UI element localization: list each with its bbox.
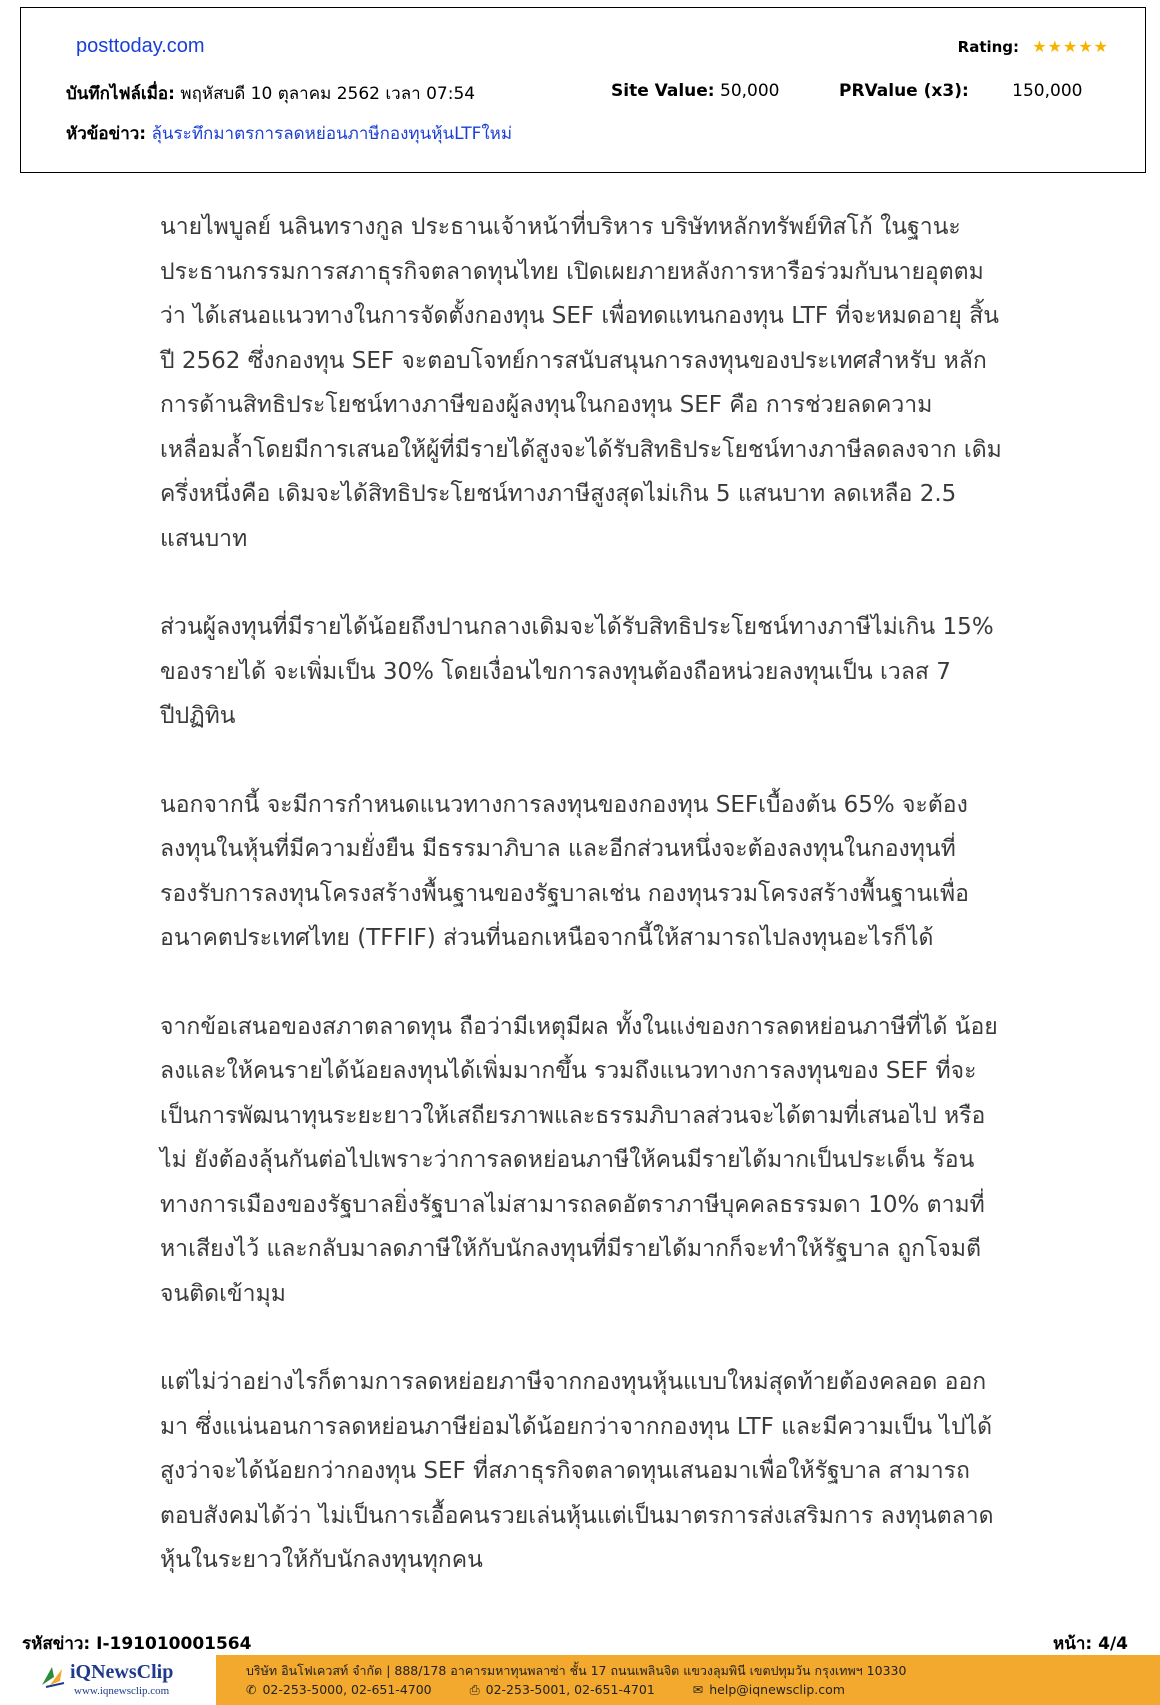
- site-value: [611, 81, 780, 101]
- source-link[interactable]: posttoday.com: [76, 35, 205, 57]
- email-icon: ✉: [692, 1682, 704, 1697]
- company-address: บริษัท อินโฟเควสท์ จำกัด | 888/178 อาคารมหาทุนพลาซ่า ชั้น 17 ถนนเพลินจิต แขวงลุมพินี เขตปทุมวัน กรุงเทพฯ 10330: [246, 1663, 907, 1678]
- saved-label: บันทึกไฟล์เมื่อ:: [66, 84, 175, 104]
- pr-value-number: 150,000: [1012, 81, 1083, 101]
- newsclip-leaf-icon: [40, 1663, 66, 1689]
- phone-icon: ✆: [246, 1682, 257, 1697]
- logo-text: iQNewsClip: [70, 1661, 174, 1683]
- fax-numbers: 02-253-5001, 02-651-4701: [485, 1682, 655, 1697]
- logo-url: www.iqnewsclip.com: [74, 1685, 170, 1697]
- rating: [958, 37, 1109, 56]
- article-paragraph: นอกจากนี้ จะมีการกำหนดแนวทางการลงทุนของกองทุน SEFเบื้องต้น 65% จะต้อง ลงทุนในหุ้นที่มีความยั่งยืน มีธรรมาภิบาล และอีกส่วนหนึ่งจะต้องลงทุนในกองทุนที่ รองรับการลงทุนโครงสร้างพื้นฐานของรัฐบาลเช่น กองทุนรวมโครงสร้างพื้นฐานเพื่อ อนาคตประเทศไทย (TFFIF) ส่วนที่นอกเหนือจากนี้ให้สามารถไปลงทุนอะไรก็ได้: [160, 791, 969, 951]
- clip-header: [20, 7, 1146, 173]
- article-body: [160, 205, 1005, 1627]
- pr-value-label: PRValue (x3):: [839, 81, 969, 101]
- headline-row: [66, 120, 512, 147]
- rating-label: Rating:: [957, 38, 1020, 56]
- phone-numbers: 02-253-5000, 02-651-4700: [262, 1682, 432, 1697]
- article-paragraph: ส่วนผู้ลงทุนที่มีรายได้น้อยถึงปานกลางเดิมจะได้รับสิทธิประโยชน์ทางภาษีไม่เกิน 15% ของรายได้ จะเพิ่มเป็น 30% โดยเงื่อนไขการลงทุนต้องถือหน่วยลงทุนเป็น เวลส 7 ปีปฏิทิน: [160, 614, 994, 729]
- fax-icon: ⎙: [469, 1682, 480, 1697]
- saved-value: พฤหัสบดี 10 ตุลาคม 2562 เวลา 07:54: [180, 84, 476, 104]
- email-address[interactable]: help@iqnewsclip.com: [709, 1682, 845, 1697]
- footer-bar: [0, 1655, 1160, 1705]
- pr-value: [839, 81, 1082, 101]
- page-number: หน้า: 4/4: [1053, 1634, 1128, 1654]
- article-paragraph: จากข้อเสนอของสภาตลาดทุน ถือว่ามีเหตุมีผล ทั้งในแง่ของการลดหย่อนภาษีที่ได้ น้อยลงและให้คนรายได้น้อยลงทุนได้เพิ่มมากขึ้น รวมถึงแนวทางการลงทุนของ SEF ที่จะเป็นการพัฒนาทุนระยะยาวให้เสถียรภาพและธรรมภิบาลส่วนจะได้ตามที่เสนอไป หรือไม่ ยังต้องลุ้นกันต่อไปเพราะว่าการลดหย่อนภาษีให้คนมีรายได้มากเป็นประเด็น ร้อนทางการเมืองของรัฐบาลยิ่งรัฐบาลไม่สามารถลดอัตราภาษีบุคคลธรรมดา 10% ตามที่หาเสียงไว้ และกลับมาลดภาษีให้กับนักลงทุนที่มีรายได้มากก็จะทำให้รัฐบาล ถูกโจมตีจนติดเข้ามุม: [160, 1013, 998, 1307]
- headline-link[interactable]: ลุ้นระทึกมาตรการลดหย่อนภาษีกองทุนหุ้นLTFใหม่: [151, 124, 513, 144]
- contact-band: [216, 1655, 1160, 1705]
- headline-label: หัวข้อข่าว:: [66, 124, 147, 144]
- site-value-label: Site Value:: [611, 81, 715, 101]
- contact-info: [246, 1682, 879, 1698]
- news-code: รหัสข่าว: I-191010001564: [22, 1634, 252, 1654]
- article-paragraph: นายไพบูลย์ นลินทรางกูล ประธานเจ้าหน้าที่บริหาร บริษัทหลักทรัพย์ทิสโก้ ในฐานะ ประธานกรรมการสภาธุรกิจตลาดทุนไทย เปิดเผยภายหลังการหารือร่วมกับนายอุตตม ว่า ได้เสนอแนวทางในการจัดตั้งกองทุน SEF เพื่อทดแทนกองทุน LTF ที่จะหมดอายุ สิ้นปี 2562 ซึ่งกองทุน SEF จะตอบโจทย์การสนับสนุนการลงทุนของประเทศสำหรับ หลักการด้านสิทธิประโยชน์ทางภาษีของผู้ลงทุนในกองทุน SEF คือ การช่วยลดความ เหลื่อมล้ำโดยมีการเสนอให้ผู้ที่มีรายได้สูงจะได้รับสิทธิประโยชน์ทางภาษีลดลงจาก เดิมครึ่งหนึ่งคือ เดิมจะได้สิทธิประโยชน์ทางภาษีสูงสุดไม่เกิน 5 แสนบาท ลดเหลือ 2.5 แสนบาท: [160, 214, 1002, 552]
- article-paragraph: แต่ไม่ว่าอย่างไรก็ตามการลดหย่อยภาษีจากกองทุนหุ้นแบบใหม่สุดท้ายต้องคลอด ออกมา ซึ่งแน่นอนการลดหย่อนภาษีย่อมได้น้อยกว่าจากกองทุน LTF และมีความเป็น ไปได้สูงว่าจะได้น้อยกว่ากองทุน SEF ที่สภาธุรกิจตลาดทุนเสนอมาเพื่อให้รัฐบาล สามารถตอบสังคมได้ว่า ไม่เป็นการเอื้อคนรวยเล่นหุ้นแต่เป็นมาตรการส่งเสริมการ ลงทุนตลาดหุ้นในระยาวให้กับนักลงทุนทุกคน: [160, 1369, 994, 1573]
- iqnewsclip-logo[interactable]: [40, 1661, 220, 1701]
- rating-stars-icon: ★★★★★: [1032, 37, 1109, 56]
- site-value-number: 50,000: [720, 81, 780, 101]
- saved-time: [66, 80, 475, 107]
